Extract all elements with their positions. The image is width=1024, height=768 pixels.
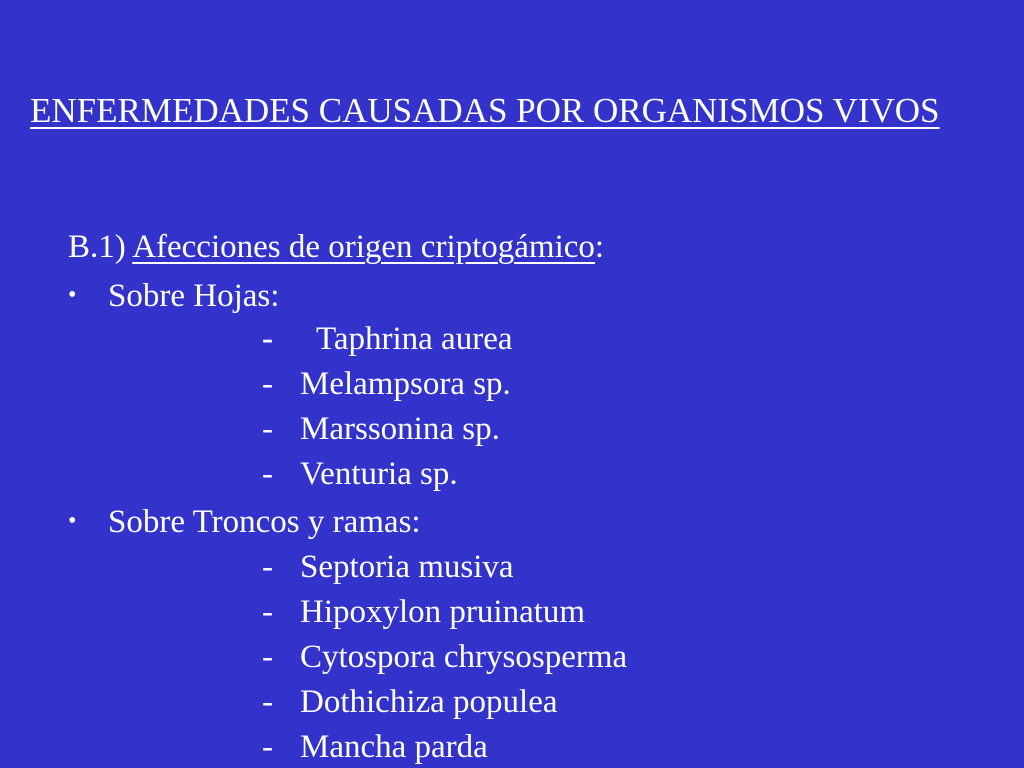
list-item	[262, 681, 558, 723]
subtitle-suffix: :	[594, 229, 605, 265]
dash-marker: -	[262, 639, 273, 675]
list-item	[262, 453, 458, 495]
list-item-text: Septoria musiva	[300, 549, 514, 585]
section-heading-hojas	[68, 274, 279, 317]
list-item-text: Venturia sp.	[300, 456, 458, 492]
list-item	[262, 591, 585, 633]
subtitle-underlined: Afecciones de origen criptogámico	[132, 229, 595, 265]
list-item-text: Mancha parda	[300, 729, 488, 765]
subtitle-prefix: B.1)	[68, 229, 133, 265]
dash-marker: -	[262, 594, 273, 630]
dash-marker: -	[262, 321, 273, 357]
slide-title	[30, 88, 990, 134]
section-heading-troncos	[68, 500, 421, 543]
list-item-text: Cytospora chrysosperma	[300, 639, 628, 675]
list-item-text: Marssonina sp.	[300, 411, 500, 447]
list-item-text: Hipoxylon pruinatum	[300, 594, 586, 630]
list-item	[262, 546, 514, 588]
dash-marker: -	[262, 456, 273, 492]
dash-marker: -	[262, 684, 273, 720]
list-item	[262, 408, 500, 450]
dash-marker: -	[262, 411, 273, 447]
bullet-icon: •	[68, 282, 77, 308]
section-heading-text: Sobre Troncos y ramas:	[108, 504, 421, 540]
section-heading-text: Sobre Hojas:	[108, 278, 280, 314]
list-item	[262, 318, 513, 360]
dash-marker: -	[262, 366, 273, 402]
list-item-text: Taphrina aurea	[316, 321, 513, 357]
list-item-text: Dothichiza populea	[300, 684, 558, 720]
dash-marker: -	[262, 729, 273, 765]
list-item	[262, 726, 488, 768]
list-item	[262, 636, 627, 678]
list-item-text: Melampsora sp.	[300, 366, 511, 402]
dash-marker: -	[262, 549, 273, 585]
section-subtitle	[68, 226, 604, 268]
bullet-icon: •	[68, 508, 77, 534]
slide-title-text: ENFERMEDADES CAUSADAS POR ORGANISMOS VIVOS	[30, 91, 940, 130]
list-item	[262, 363, 511, 405]
